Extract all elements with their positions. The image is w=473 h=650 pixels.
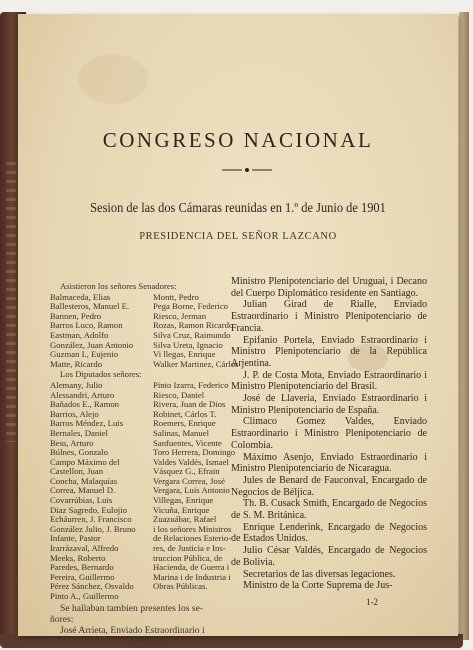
member-name: Campo Máximo del [50, 456, 120, 467]
member-name: Barros Luco, Ramon [50, 320, 123, 331]
member-name: Barros Méndez, Luis [50, 418, 124, 429]
member-name: Vicuña, Enrique [153, 504, 210, 515]
member-name: truccion Pública, de [153, 552, 223, 563]
member-name: Obras Públicas. [153, 581, 208, 592]
member-name: Irarrázaval, Alfredo [50, 543, 119, 554]
member-name: Pega Borne, Federico [153, 301, 229, 312]
also-present-heading-2: ñores: [50, 613, 74, 625]
member-name: Silva Ureta, Ignacio [153, 339, 223, 350]
senators-col-1 [50, 293, 146, 370]
page-number: 1-2 [366, 597, 378, 607]
member-name: Bannen, Pedro [50, 310, 102, 321]
member-name: Matte, Ricardo [50, 358, 103, 369]
member-name: Valdes Valdés, Ismael [153, 456, 229, 467]
member-name: Vergara Correa, José [153, 475, 225, 486]
member-name: Pinto A., Guillermo [50, 591, 119, 601]
diplomat-paragraph: Climaco Gomez Valdes, Enviado Estraordinario i Ministro Plenipotenciario de Colombia. [231, 416, 427, 451]
member-name: Silva Cruz, Raimundo [153, 329, 231, 340]
member-name: Hacienda, de Guerra i [153, 562, 230, 573]
diplomat-paragraph: Secretarios de las diversas legaciones. [243, 568, 396, 580]
member-name: Walker Martinez, Cárlos [153, 358, 239, 369]
ornament-rule-icon [222, 166, 272, 174]
diplomat-paragraph: Ministro de la Corte Suprema de Jus- [243, 580, 393, 592]
diplomat-paragraph: J. P. de Costa Mota, Enviado Estraordinario i Ministro Plenipotenciario del Brasil. [231, 369, 427, 393]
senators-list [50, 293, 245, 370]
member-name: Concha, Malaquías [50, 475, 118, 486]
member-name: Sanfuentes, Vicente [153, 437, 222, 448]
member-name: Vergara, Luis Antonio [153, 485, 230, 496]
left-column [50, 282, 245, 644]
member-name: Bernales, Daniel [50, 427, 108, 438]
diplomat-paragraph: Th. B. Cusack Smith, Encargado de Negocios de S. M. Británica. [231, 498, 427, 522]
diplomat-paragraph: Julian Girad de Rialle, Enviado Estraordinario i Ministro Plenipotenciario de Francia. [231, 299, 427, 334]
member-name: Rozas, Ramon Ricardo [153, 320, 234, 331]
deputies-heading: Los Diputados señores: [60, 369, 142, 380]
member-name: Echáurren, J. Francisco [50, 514, 132, 525]
diplomat-paragraph: Ministro Plenipotenciario del Uruguai, i Decano del Cuerpo Diplomático residente en Santiago. [231, 276, 427, 299]
diplomat-paragraph: Enrique Lenderink, Encargado de Negocios de Estados Unidos. [231, 521, 427, 545]
page-title: CONGRESO NACIONAL [102, 128, 374, 152]
member-name: Ballesteros, Manuel E. [50, 301, 130, 312]
member-name: Barrios, Alejo [50, 408, 99, 419]
paper-stain [78, 54, 148, 104]
member-name: Robinet, Cárlos T. [153, 408, 217, 419]
member-name: Salinas, Manuel [153, 427, 209, 438]
member-name: Eastman, Adolfo [50, 329, 109, 340]
member-name: Toro Herrera, Domingo [153, 447, 236, 458]
member-name: Guzman I., Eujenio [50, 349, 119, 360]
diplomat-paragraph: Máximo Asenjo, Enviado Estraordinario i Ministro Plenipotenciario de Nicaragua. [231, 451, 427, 475]
right-column [231, 276, 427, 592]
page-edge [459, 12, 469, 640]
member-name: Bañados E., Ramon [50, 399, 120, 410]
member-name: Infante, Pastor [50, 533, 101, 544]
member-name: de Relaciones Esterio- [153, 533, 232, 544]
member-name: Meeks, Roberto [50, 552, 106, 563]
deputies-list [50, 381, 245, 602]
member-name: i los señores Ministros [153, 523, 232, 534]
member-name: Marina i de Industria i [153, 571, 231, 582]
diplomat-paragraph: Jules de Benard de Fauconval, Encargado de Negocios de Béljica. [231, 474, 427, 498]
member-name: Diaz Sagredo, Eulojio [50, 504, 127, 515]
member-name: res, de Justicia e Ins- [153, 543, 226, 554]
presidency-line: PRESIDENCIA DEL SEÑOR LAZCANO [139, 231, 337, 242]
member-name: Vásquez G., Efrain [153, 466, 220, 477]
member-name: Bess, Arturo [50, 437, 94, 448]
member-name: Zuazuábar, Rafael [153, 514, 217, 525]
member-name: Roemers, Enrique [153, 418, 216, 429]
member-name: Alessandri, Arturo [50, 389, 115, 400]
member-name: Villegas, Enrique [153, 495, 214, 506]
member-name: Pinto Izarra, Federico [153, 379, 229, 390]
member-name: Montt, Pedro [153, 291, 199, 302]
member-name: Riesco, Daniel [153, 389, 205, 400]
diplomat-paragraph: Epifanio Portela, Enviado Estraordinario i Ministro Plenipotenciario de la República Arjentina. [231, 334, 427, 369]
member-name: Paredes, Bernardo [50, 562, 114, 573]
member-name: Pérez Sánchez, Osvaldo [50, 581, 134, 592]
member-name: Balmaceda, Elias [50, 291, 111, 302]
member-name: Riesco, Jerman [153, 310, 207, 321]
arrieta-line: José Arrieta, Enviado Estraordinario i [60, 624, 205, 636]
diplomat-paragraph: Julio César Valdés, Encargado de Negocios de Bolivia. [231, 545, 427, 568]
member-name: González, Juan Antonio [50, 339, 134, 350]
document-page [18, 14, 458, 644]
diplomat-paragraph: José de Llaveria, Enviado Estraordinario i Ministro Plenipotenciario de España. [231, 393, 427, 416]
member-name: Pereira, Guillermo [50, 571, 115, 582]
footer-left-mark: S. DEL C. S. [129, 635, 166, 644]
member-name: Covarrúbias, Luis [50, 495, 113, 506]
member-name: Correa, Manuel D. [50, 485, 116, 496]
member-name: Alemany, Julio [50, 379, 103, 390]
member-name: Rivera, Juan de Dios [153, 399, 226, 410]
deputies-col-1 [50, 381, 146, 602]
session-subtitle: Sesion de las dos Cámaras reunidas en 1.º de Junio de 1901 [90, 200, 386, 215]
member-name: Búlnes, Gonzalo [50, 447, 108, 458]
member-name: Vi llegas, Enrique [153, 349, 216, 360]
member-name: González Julio, J. Bruno [50, 523, 136, 534]
senators-heading: Asistieron los señores Senadores: [60, 281, 177, 291]
also-present-heading: Se hallaban tambien presentes los se- [60, 602, 204, 614]
member-name: Castellon, Juan [50, 466, 104, 477]
